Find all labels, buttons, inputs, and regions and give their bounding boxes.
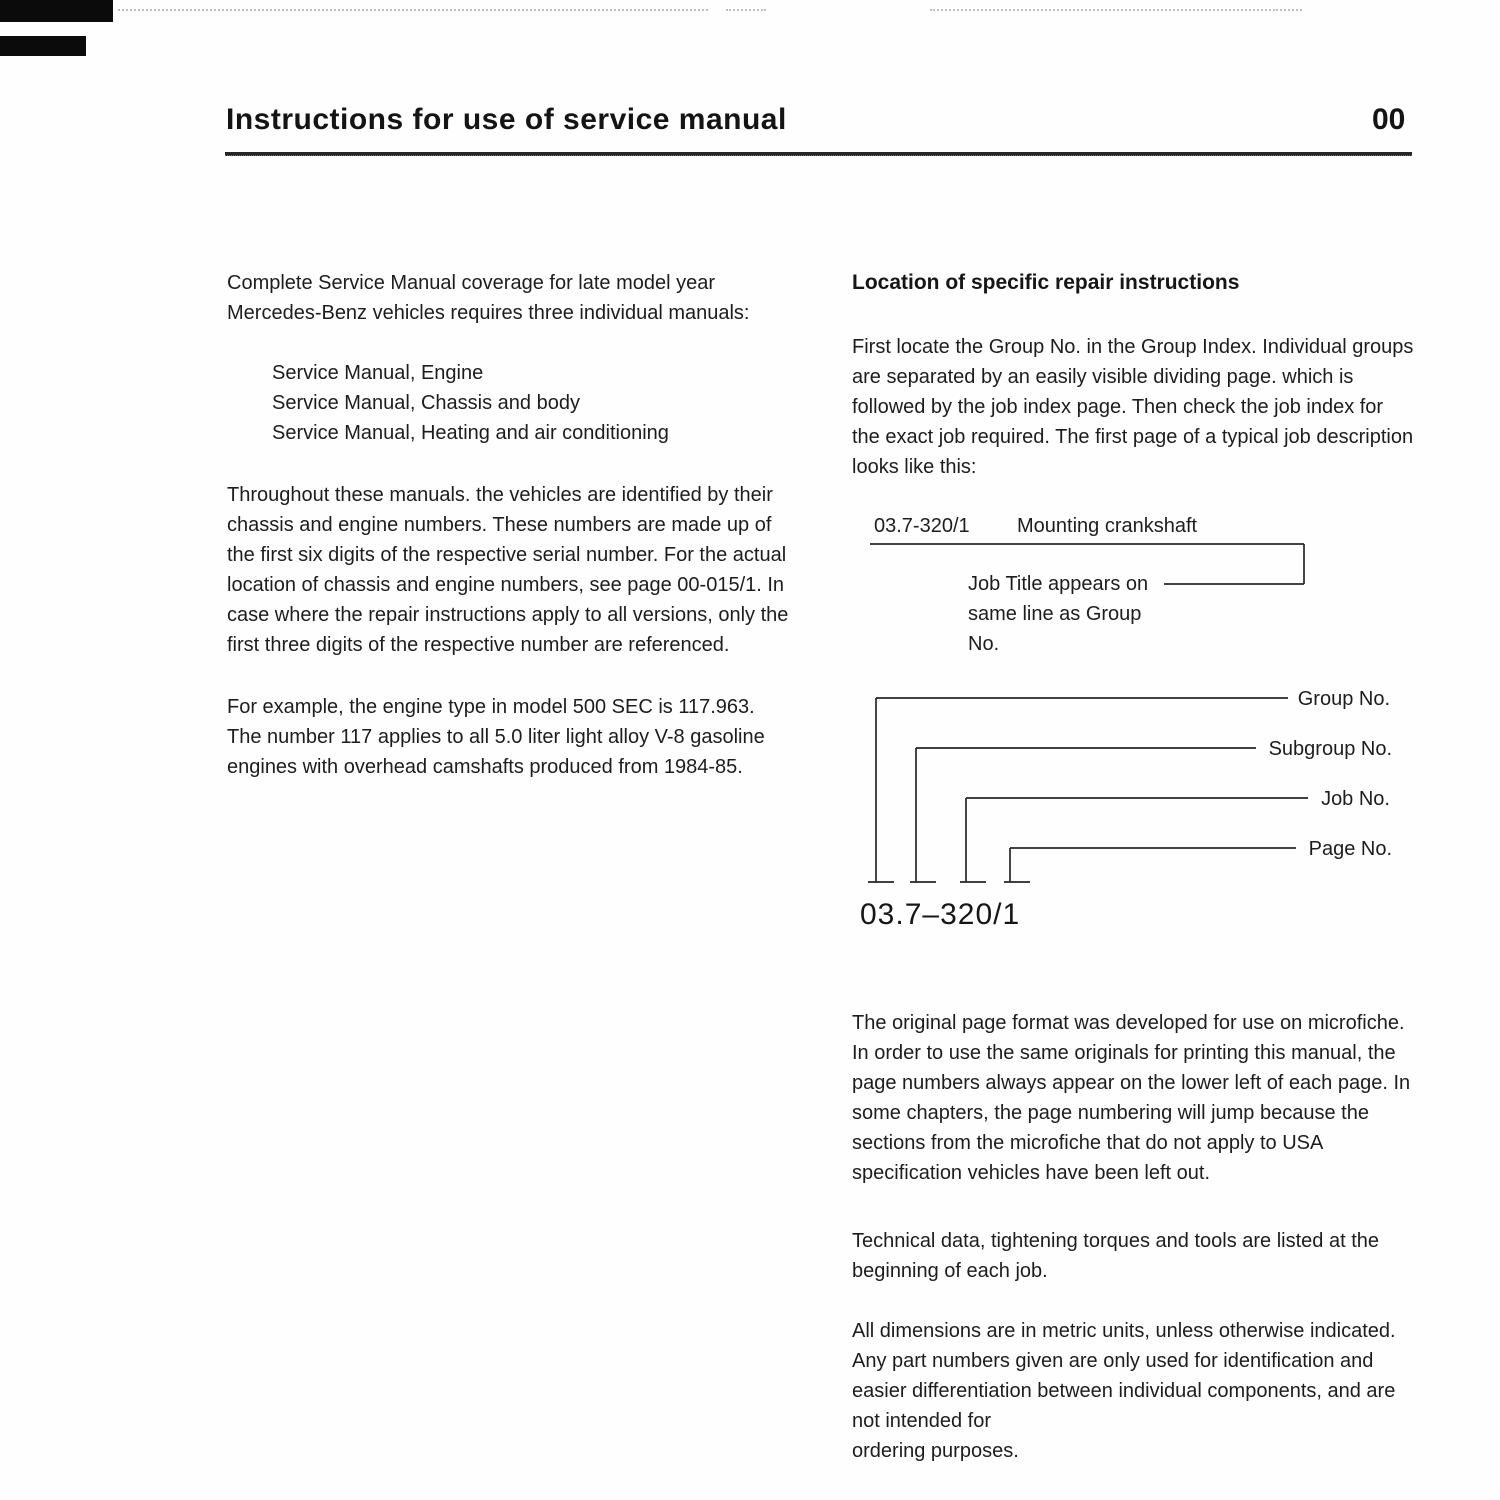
scan-artifact-dots xyxy=(1276,9,1302,11)
scan-artifact-dots xyxy=(118,9,708,11)
page-no-label: Page No. xyxy=(1308,838,1392,860)
diagram-job-number: 03.7-320/1 xyxy=(874,515,970,537)
paragraph-coverage: Complete Service Manual coverage for late model year Mercedes-Benz vehicles requires three individual manuals: xyxy=(227,272,750,324)
diagram-callout-text: No. xyxy=(968,633,1000,655)
example-page-number: 03.7–320/1 xyxy=(860,898,1021,931)
scan-artifact-dots xyxy=(726,9,766,11)
manual-list xyxy=(227,358,791,448)
diagram-callout-text: same line as Group xyxy=(968,603,1142,625)
paragraph-identification: Throughout these manuals. the vehicles are identified by their chassis and engine numbers. These numbers are made up of the first six digits of the respective serial number. For the actual location of chassis and engine numbers, see page 00-015/1. In case where the repair instructions apply to all versions, only the first three digits of the respective number are referenced. xyxy=(227,484,789,656)
diagram-job-title: Mounting crankshaft xyxy=(1017,515,1198,537)
scan-artifact-bar xyxy=(0,0,113,22)
job-reference-diagram xyxy=(852,508,1416,946)
paragraph-dimensions: All dimensions are in metric units, unless otherwise indicated. Any part numbers given are only used for identification and easier differentiation between individual components, and are not intended for xyxy=(852,1320,1396,1432)
paragraph-cutoff-line: ordering purposes. xyxy=(852,1440,1019,1462)
page-title: Instructions for use of service manual xyxy=(226,103,787,136)
manual-list-item: Service Manual, Chassis and body xyxy=(272,392,580,414)
scan-artifact-bar xyxy=(0,36,86,56)
paragraph-technical-data: Technical data, tightening torques and tools are listed at the beginning of each job. xyxy=(852,1230,1380,1282)
paragraph-example: For example, the engine type in model 500 SEC is 117.963. The number 117 applies to all 5.0 liter light alloy V-8 gasoline engines with overhead camshafts produced from 1984-85. xyxy=(227,696,765,778)
section-heading: Location of specific repair instructions xyxy=(852,271,1240,294)
section-number: 00 xyxy=(1372,103,1406,136)
subgroup-no-label: Subgroup No. xyxy=(1268,738,1392,760)
scan-artifact-dots xyxy=(930,9,1275,11)
diagram-callout-text: Job Title appears on xyxy=(968,573,1149,595)
job-no-label: Job No. xyxy=(1321,788,1390,810)
left-column xyxy=(227,268,791,782)
group-no-label: Group No. xyxy=(1297,688,1390,710)
right-column xyxy=(852,268,1416,1466)
paragraph-locate: First locate the Group No. in the Group Index. Individual groups are separated by an easily visible dividing page. which is followed by the job index page. Then check the job index for the exact job required. The first page of a typical job description looks like this: xyxy=(852,336,1414,478)
paragraph-microfiche: The original page format was developed for use on microfiche. In order to use the same originals for printing this manual, the page numbers always appear on the lower left of each page. In some chapters, the page numbering will jump because the sections from the microfiche that do not apply to USA specification vehicles have been left out. xyxy=(852,1012,1411,1184)
manual-list-item: Service Manual, Engine xyxy=(272,362,484,384)
header-rule xyxy=(225,152,1412,156)
manual-list-item: Service Manual, Heating and air conditioning xyxy=(272,422,669,444)
